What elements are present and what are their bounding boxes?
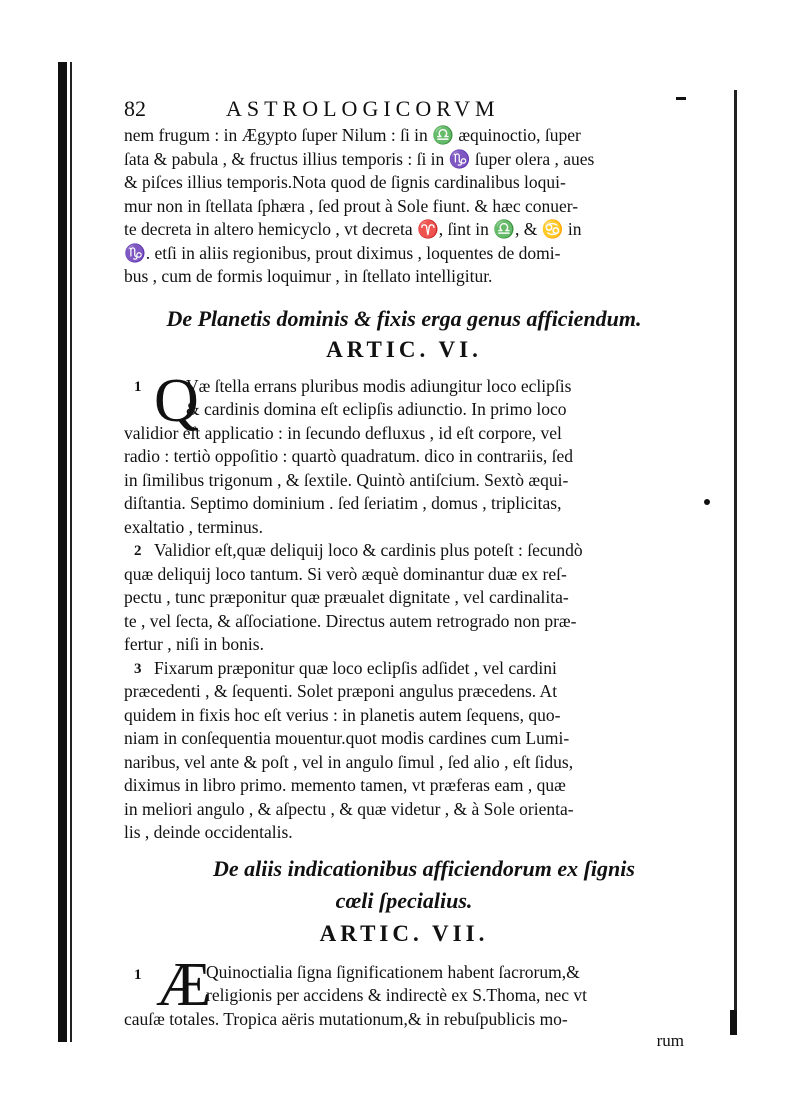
text-line: diximus in libro primo. memento tamen, vt præferas eam , quæ — [124, 775, 566, 795]
section-heading: De aliis indicationibus afficiendorum ex ſignis — [213, 855, 635, 881]
text-line: quæ deliquij loco tantum. Si verò æquè dominantur duæ ex reſ- — [124, 563, 567, 584]
section-heading: De Planetis dominis & fixis erga genus afficiendum. — [166, 305, 642, 331]
text-line: cauſæ totales. Tropica aëris mutationum,& in rebuſpublicis mo- — [124, 1008, 568, 1029]
book-page — [124, 96, 684, 1051]
text-line: Fixarum præponitur quæ loco eclipſis adſidet , vel cardini — [154, 657, 557, 678]
text-line: quidem in fixis hoc eſt verius : in planetis autem ſequens, quo- — [124, 704, 561, 725]
paragraph — [124, 657, 684, 845]
section-heading-continued: cœli ſpecialius. — [335, 887, 473, 913]
article-heading: ARTIC. VII. — [319, 920, 489, 946]
scan-left-border-inner — [70, 62, 72, 1042]
text-line: te , vel ſecta, & aſſociatione. Directus autem retrogrado non præ- — [124, 610, 577, 631]
text-line: Validior eſt,quæ deliquij loco & cardinis plus poteſt : ſecundò — [154, 540, 583, 560]
running-title: ASTROLOGICORVM — [226, 96, 500, 121]
page-number: 82 — [124, 96, 146, 121]
text-line: nem frugum : in Ægypto ſuper Nilum : ſi in ♎ æquinoctio, ſuper — [124, 125, 581, 145]
scan-left-border — [58, 62, 67, 1042]
drop-cap: Q — [154, 366, 199, 435]
paragraph — [124, 950, 684, 1032]
text-line: pectu , tunc præponitur quæ præualet dignitate , vel cardinalita- — [124, 587, 569, 607]
intro-text — [124, 124, 684, 289]
paragraph — [124, 539, 684, 657]
drop-cap: Æ — [156, 950, 212, 1019]
text-line: ſata & pabula , & fructus illius temporis : ſi in ♑ ſuper olera , aues — [124, 148, 595, 169]
scan-right-border — [734, 90, 737, 1035]
text-line: præcedenti , & ſequenti. Solet præponi angulus præcedens. At — [124, 681, 558, 701]
text-line: naribus, vel ante & poſt , vel in angulo ſimul , ſed alio , eſt ſidus, — [124, 751, 574, 772]
paragraph-number: 3 — [134, 660, 142, 677]
text-line: religionis per accidens & indirectè ex S.Thoma, nec vt — [206, 985, 587, 1005]
text-line: Væ ſtella errans pluribus modis adiungitur loco eclipſis — [186, 375, 572, 396]
text-line: mur non in ſtellata ſphæra , ſed prout à Sole fiunt. & hæc conuer- — [124, 195, 579, 216]
text-line: niam in conſequentia mouentur.quot modis cardines cum Lumi- — [124, 728, 570, 748]
paragraph-number: 1 — [134, 378, 142, 395]
text-line: validior eſt applicatio : in ſecundo defluxus , id eſt corpore, vel — [124, 422, 562, 443]
text-line: fertur , niſi in bonis. — [124, 634, 264, 654]
text-line: lis , deinde occidentalis. — [124, 822, 293, 842]
text-line: in meliori angulo , & aſpectu , & quæ videtur , & à Sole orienta- — [124, 798, 574, 819]
paragraph-number: 1 — [134, 966, 142, 983]
text-line: exaltatio , terminus. — [124, 516, 263, 537]
paragraph-number: 2 — [134, 543, 142, 559]
text-line: & piſces illius temporis.Nota quod de ſignis cardinalibus loqui- — [124, 172, 566, 192]
text-line: & cardinis domina eſt eclipſis adiunctio. In primo loco — [186, 399, 567, 419]
catchword: rum — [656, 1031, 684, 1050]
text-line: bus , cum de formis loquimur , in ſtellato intelligitur. — [124, 266, 493, 286]
text-line: Quinoctialia ſigna ſignificationem habent ſacrorum,& — [206, 961, 580, 982]
text-line: te decreta in altero hemicyclo , vt decreta ♈, ſint in ♎, & ♋ in — [124, 219, 582, 239]
paragraph — [124, 366, 684, 540]
scan-right-border-mark — [730, 1010, 737, 1035]
text-line: in ſimilibus trigonum , & ſextile. Quintò antiſcium. Sextò æqui- — [124, 469, 569, 490]
article-heading: ARTIC. VI. — [326, 336, 482, 362]
text-line: radio : tertiò oppoſitio : quartò quadratum. dico in contrariis, ſed — [124, 446, 574, 466]
text-line: diſtantia. Septimo dominium . ſed ſeriatim , domus , triplicitas, — [124, 493, 562, 513]
scan-speck — [704, 499, 710, 505]
text-line: ♑. etſi in aliis regionibus, prout diximus , loquentes de domi- — [124, 242, 561, 263]
running-head — [124, 96, 684, 130]
